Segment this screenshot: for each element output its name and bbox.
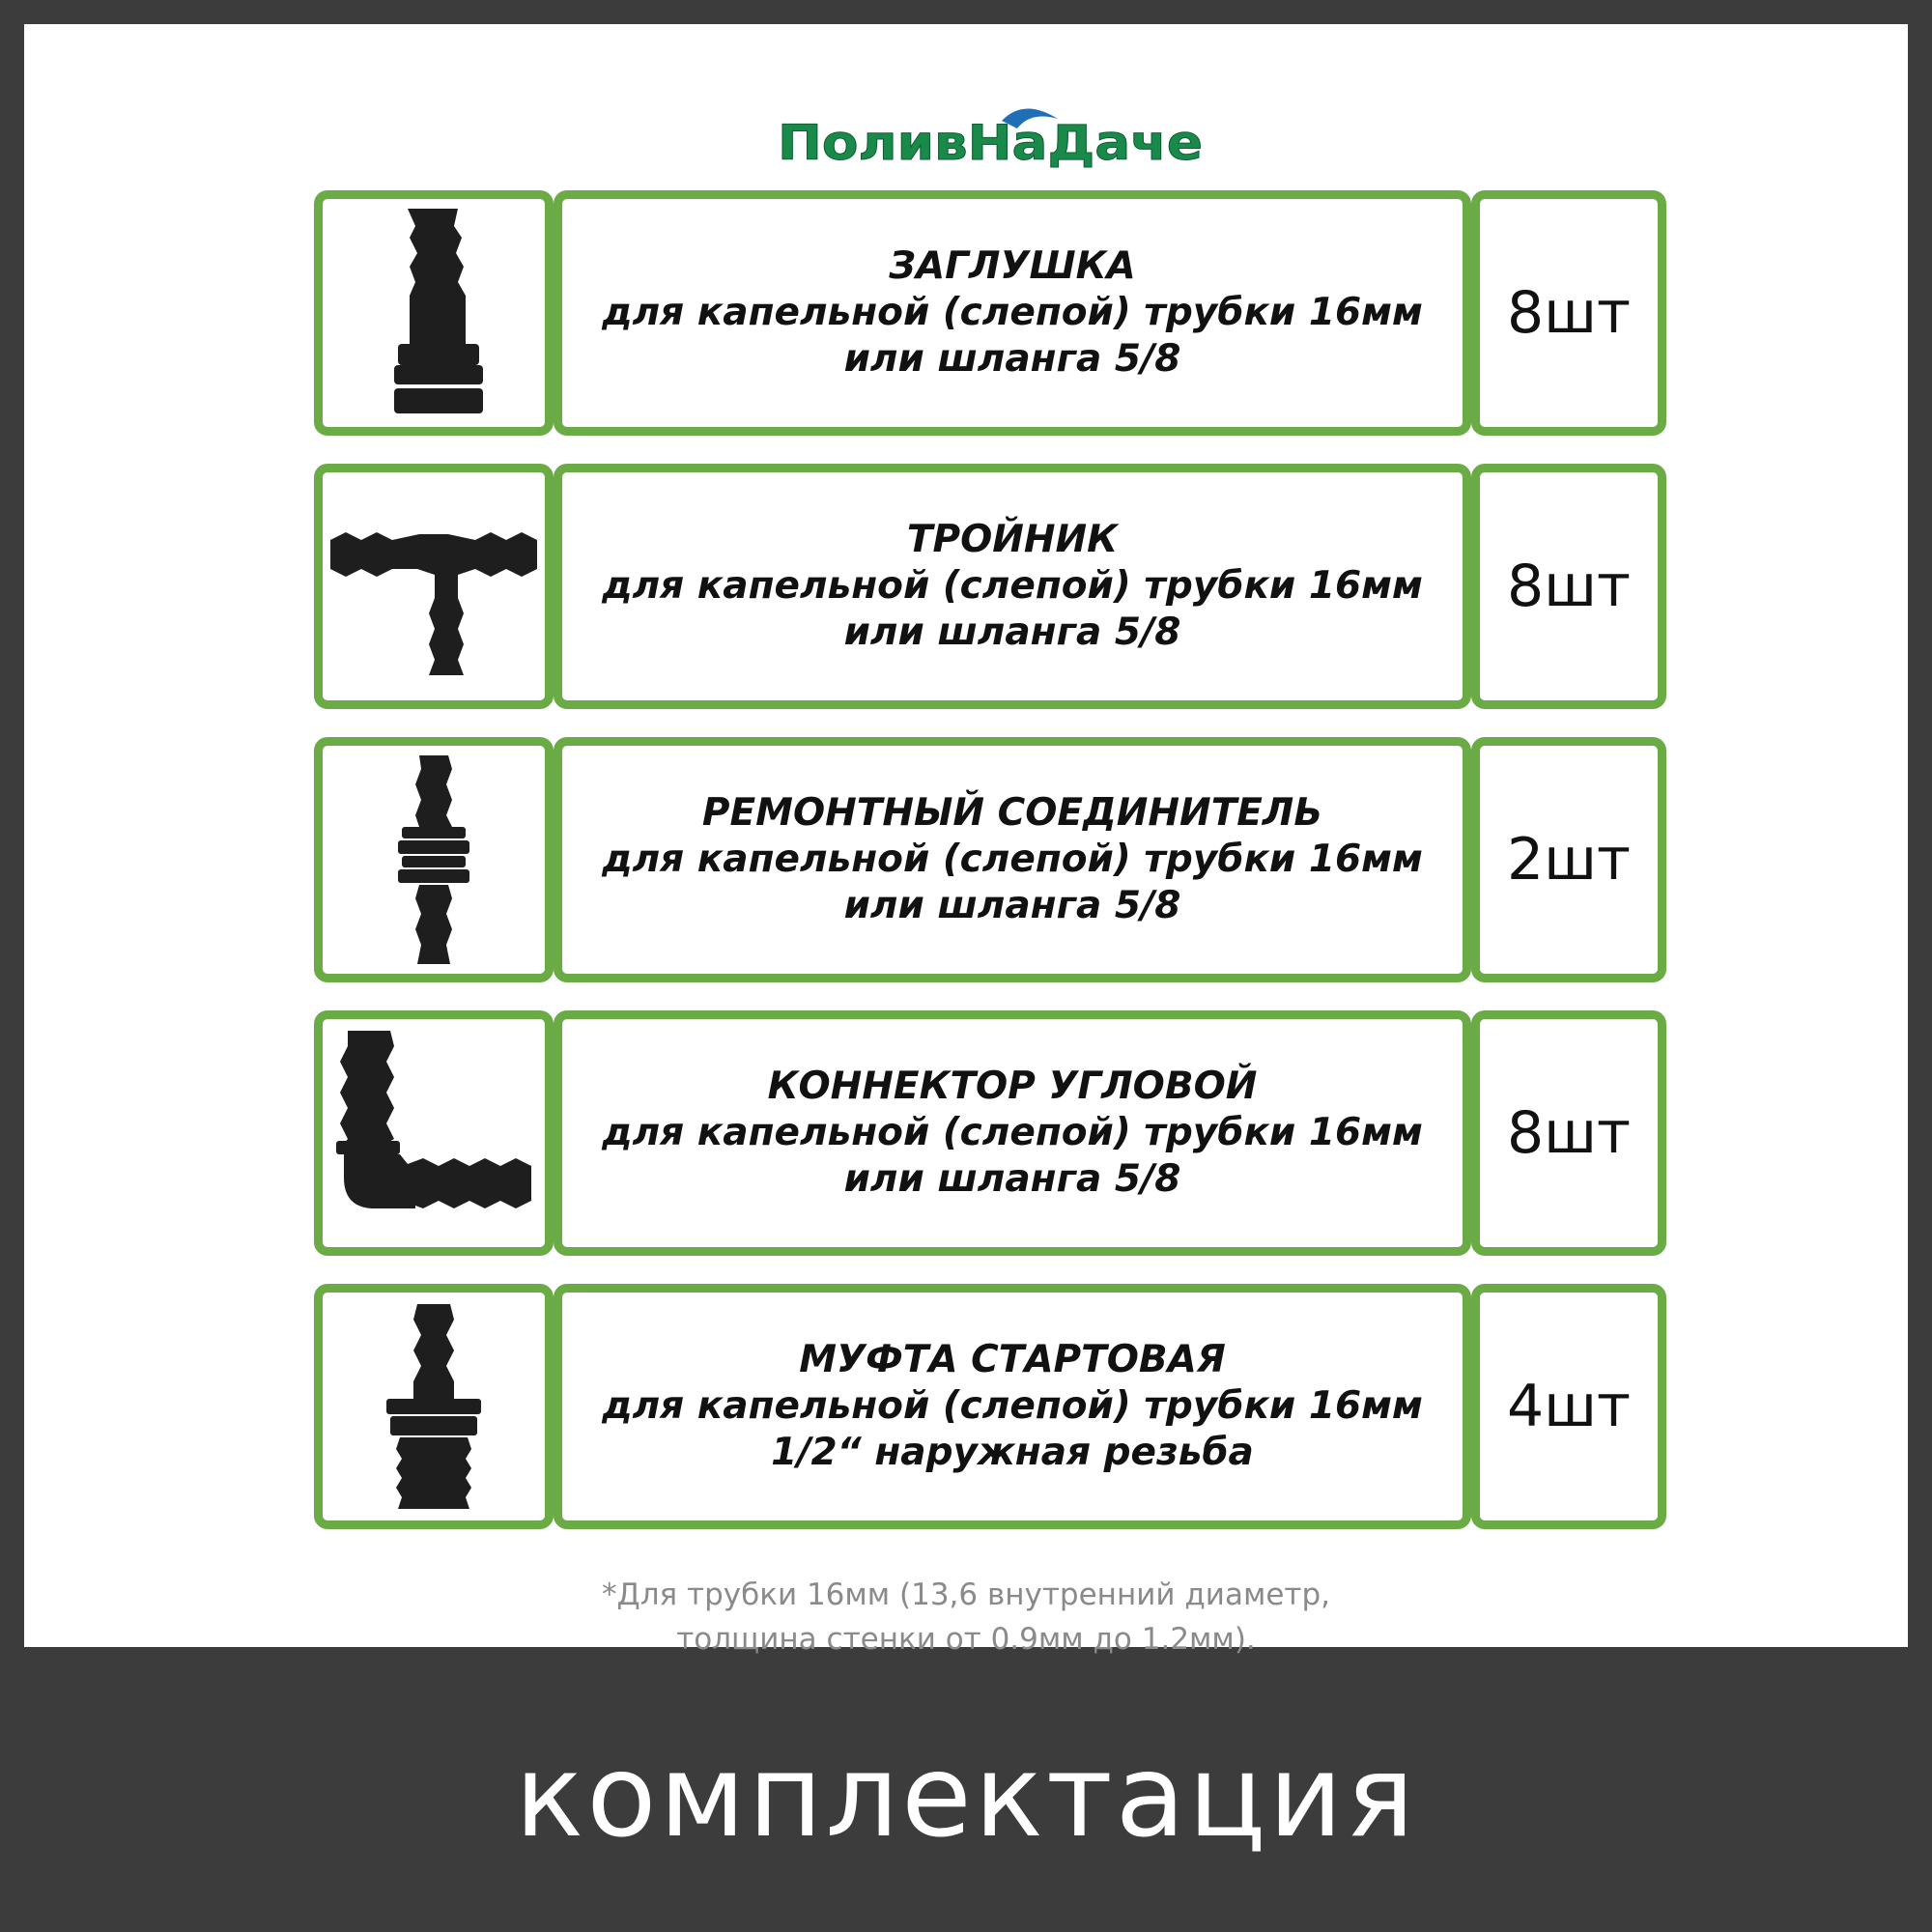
brand-logo xyxy=(778,103,1203,171)
item-spec: для капельной (слепой) трубки 16мм xyxy=(602,291,1423,334)
item-description-cell xyxy=(554,1284,1471,1529)
item-spec-alt: или шланга 5/8 xyxy=(843,884,1181,927)
item-name: РЕМОНТНЫЙ СОЕДИНИТЕЛЬ xyxy=(701,791,1323,835)
item-quantity: 4шт xyxy=(1506,1373,1632,1440)
page-title: комплектация xyxy=(515,1729,1417,1862)
item-quantity: 8шт xyxy=(1506,279,1632,347)
item-quantity: 2шт xyxy=(1506,826,1632,894)
item-spec-alt: или шланга 5/8 xyxy=(843,1157,1181,1201)
repair-coupling-icon xyxy=(323,746,545,974)
item-description-cell xyxy=(554,464,1471,709)
item-image-cell xyxy=(314,190,554,436)
item-name: МУФТА СТАРТОВАЯ xyxy=(799,1338,1226,1381)
item-image-cell xyxy=(314,737,554,982)
item-spec: для капельной (слепой) трубки 16мм xyxy=(602,1111,1423,1154)
item-name: КОННЕКТОР УГЛОВОЙ xyxy=(767,1065,1258,1108)
footnote-line-2: толщина стенки от 0.9мм до 1.2мм). xyxy=(676,1622,1256,1657)
item-qty-cell xyxy=(1471,464,1666,709)
end-plug-icon xyxy=(323,199,545,427)
elbow-connector-icon xyxy=(323,1019,545,1247)
item-name: ЗАГЛУШКА xyxy=(889,244,1136,288)
item-row-repair-coupling xyxy=(314,737,1666,982)
item-spec-alt: или шланга 5/8 xyxy=(843,611,1181,654)
footnote xyxy=(24,1573,1908,1662)
item-qty-cell xyxy=(1471,737,1666,982)
tee-connector-icon xyxy=(323,472,545,700)
item-row-elbow xyxy=(314,1010,1666,1256)
brand-logo-text: ПоливНаДаче xyxy=(778,115,1203,171)
content-panel xyxy=(24,24,1908,1657)
item-qty-cell xyxy=(1471,190,1666,436)
item-description-cell xyxy=(554,190,1471,436)
item-qty-cell xyxy=(1471,1010,1666,1256)
item-row-start-connector xyxy=(314,1284,1666,1529)
item-image-cell xyxy=(314,1010,554,1256)
item-name: ТРОЙНИК xyxy=(906,518,1119,561)
item-spec: для капельной (слепой) трубки 16мм xyxy=(602,838,1423,881)
item-quantity: 8шт xyxy=(1506,553,1632,620)
item-spec: для капельной (слепой) трубки 16мм xyxy=(602,564,1423,608)
item-image-cell xyxy=(314,464,554,709)
item-spec-alt: или шланга 5/8 xyxy=(843,337,1181,381)
item-qty-cell xyxy=(1471,1284,1666,1529)
item-spec: для капельной (слепой) трубки 16мм xyxy=(602,1384,1423,1428)
item-quantity: 8шт xyxy=(1506,1099,1632,1167)
item-description-cell xyxy=(554,737,1471,982)
item-description-cell xyxy=(554,1010,1471,1256)
footnote-line-1: *Для трубки 16мм (13,6 внутренний диаметр, xyxy=(601,1577,1330,1612)
item-row-end-plug xyxy=(314,190,1666,436)
item-image-cell xyxy=(314,1284,554,1529)
item-spec-alt: 1/2“ наружная резьба xyxy=(771,1431,1254,1474)
start-connector-icon xyxy=(323,1293,545,1520)
item-row-tee xyxy=(314,464,1666,709)
